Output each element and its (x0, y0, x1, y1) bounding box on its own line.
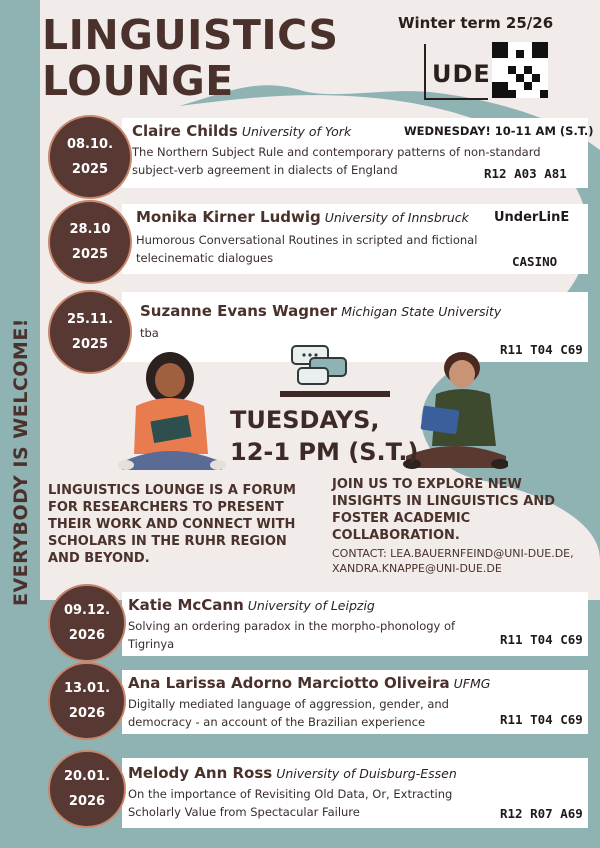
event-date-4: 09.12. 2026 (48, 584, 126, 662)
event-room-5: R11 T04 C69 (500, 712, 583, 727)
event-affiliation-5: UFMG (453, 676, 491, 691)
speech-bubbles-icon (288, 342, 352, 388)
event-speaker-1: Claire Childs University of York (132, 122, 352, 140)
title-line-1: LINGUISTICS (42, 11, 339, 59)
meeting-time: TUESDAYS, 12-1 PM (S.T.) (230, 406, 419, 466)
event-affiliation-3: Michigan State University (341, 304, 502, 319)
event-room-4: R11 T04 C69 (500, 632, 583, 647)
event-date-6: 20.01. 2026 (48, 750, 126, 828)
event-affiliation-1: University of York (241, 124, 352, 139)
about-left-text: LINGUISTICS LOUNGE IS A FORUM FOR RESEARCHERS TO PRESENT THEIR WORK AND CONNECT WITH SCHOLARS IN THE RUHR REGION AND BEYOND. (48, 483, 296, 566)
divider-line (280, 391, 390, 397)
event-room-6: R12 R07 A69 (500, 806, 583, 821)
event-note-2: UnderLinE (494, 210, 570, 225)
event-room-1: R12 A03 A81 (484, 166, 567, 181)
contact-info (332, 546, 574, 576)
event-speaker-3: Suzanne Evans Wagner Michigan State University (140, 302, 502, 320)
about-right-text: JOIN US TO EXPLORE NEW INSIGHTS IN LINGUISTICS AND FOSTER ACADEMIC COLLABORATION. (332, 477, 555, 543)
page-title (42, 12, 339, 104)
event-date-1: 08.10. 2025 (48, 115, 132, 199)
event-speaker-5: Ana Larissa Adorno Marciotto Oliveira UFMG (128, 674, 491, 692)
event-note-1: WEDNESDAY! 10-11 AM (S.T.) (404, 124, 594, 138)
ude-logo: UDE (424, 44, 488, 100)
everybody-welcome-text: EVERYBODY IS WELCOME! (10, 318, 32, 606)
event-affiliation-2: University of Innsbruck (324, 210, 469, 225)
event-date-2: 28.10 2025 (48, 200, 132, 284)
contact-line-1[interactable]: CONTACT: LEA.BAUERNFEIND@UNI-DUE.DE, (332, 547, 574, 560)
event-speaker-6: Melody Ann Ross University of Duisburg-Essen (128, 764, 457, 782)
event-affiliation-4: University of Leipzig (247, 598, 375, 613)
event-title-3: tba (140, 326, 159, 340)
term-label: Winter term 25/26 (398, 14, 554, 32)
event-speaker-2: Monika Kirner Ludwig University of Innsbruck (136, 208, 469, 226)
event-affiliation-6: University of Duisburg-Essen (276, 766, 457, 781)
event-date-3: 25.11. 2025 (48, 290, 132, 374)
event-title-6: On the importance of Revisiting Old Data, Or, Extracting Scholarly Value from Spectacular Failure (128, 787, 453, 819)
event-title-4: Solving an ordering paradox in the morpho-phonology of Tigrinya (128, 619, 456, 651)
event-speaker-4: Katie McCann University of Leipzig (128, 596, 375, 614)
qr-code-icon[interactable] (492, 42, 548, 98)
reading-person-illustration (118, 344, 228, 474)
contact-line-2[interactable]: XANDRA.KNAPPE@UNI-DUE.DE (332, 562, 502, 575)
event-room-3: R11 T04 C69 (500, 342, 583, 357)
event-title-1: The Northern Subject Rule and contemporary patterns of non-standard subject-verb agreement in dialects of England (132, 145, 541, 177)
event-title-5: Digitally mediated language of aggression, gender, and democracy - an account of the Brazilian experience (128, 697, 449, 729)
event-title-2: Humorous Conversational Routines in scripted and fictional telecinematic dialogues (136, 233, 478, 265)
event-room-2: CASINO (512, 254, 558, 269)
title-line-2: LOUNGE (42, 57, 234, 105)
event-date-5: 13.01. 2026 (48, 662, 126, 740)
